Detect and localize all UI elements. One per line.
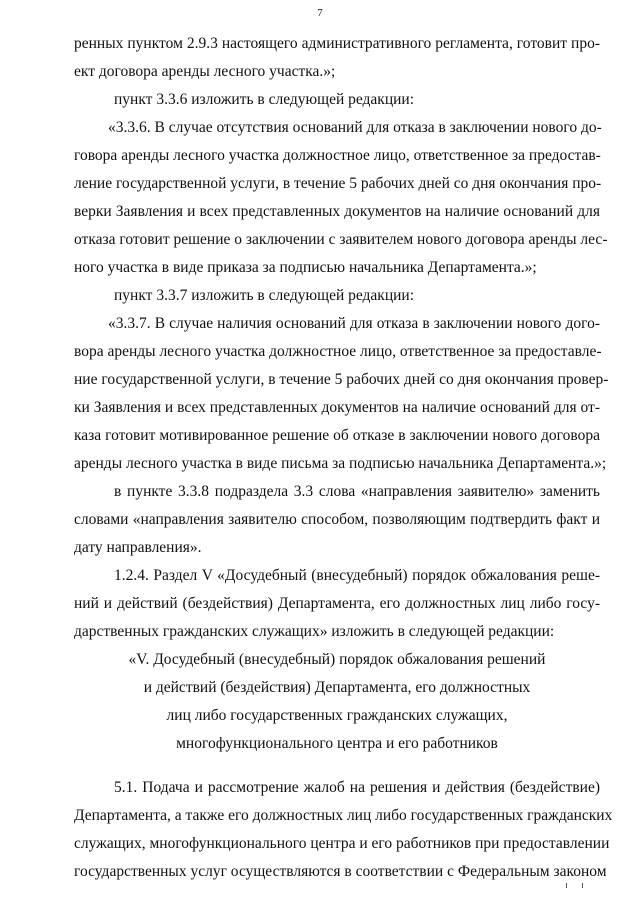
text-line: 5.1. Подача и рассмотрение жалоб на решения и действия (бездействие) xyxy=(114,779,600,796)
text-line: ренных пунктом 2.9.3 настоящего административного регламента, готовит про- xyxy=(74,35,600,52)
text-line: ление государственной услуги, в течение 5 рабочих дней со дня окончания про- xyxy=(74,175,602,192)
text-line: Департамента, а также его должностных лиц либо государственных гражданских xyxy=(74,807,613,824)
text-line: дарственных гражданских служащих» изложить в следующей редакции: xyxy=(74,623,555,640)
page-number: 7 xyxy=(317,7,323,19)
section-heading-line: лиц либо государственных гражданских служащих, xyxy=(166,707,508,724)
text-line: «3.3.6. В случае отсутствия оснований для отказа в заключении нового до- xyxy=(108,119,602,136)
text-line: ного участка в виде приказа за подписью начальника Департамента.»; xyxy=(74,259,537,276)
text-line: «3.3.7. В случае наличия оснований для отказа в заключении нового дого- xyxy=(108,315,600,332)
section-heading-line: и действий (бездействия) Департамента, его должностных xyxy=(143,679,531,696)
section-heading-line: «V. Досудебный (внесудебный) порядок обжалования решений xyxy=(128,651,546,668)
text-line: ние государственной услуги, в течение 5 рабочих дней со дня окончания провер- xyxy=(74,371,609,388)
text-line: служащих, многофункционального центра и его работников при предоставлении xyxy=(74,835,610,852)
text-line: государственных услуг осуществляются в соответствии с Федеральным законом xyxy=(74,863,607,880)
text-line: говора аренды лесного участка должностное лицо, ответственное за предостав- xyxy=(74,147,601,164)
text-line: ки Заявления и всех представленных документов на наличие оснований для от- xyxy=(74,399,600,416)
text-line: дату направления». xyxy=(74,539,202,556)
text-line: пункт 3.3.7 изложить в следующей редакции: xyxy=(114,287,415,304)
section-heading-line: многофункционального центра и его работников xyxy=(176,735,498,752)
text-line: отказа готовит решение о заключении с заявителем нового договора аренды лес- xyxy=(74,231,608,248)
text-line: в пункте 3.3.8 подраздела 3.3 слова «направления заявителю» заменить xyxy=(114,483,600,500)
text-line: 1.2.4. Раздел V «Досудебный (внесудебный) порядок обжалования реше- xyxy=(114,567,600,584)
text-line: ний и действий (бездействия) Департамента, его должностных лиц либо госу- xyxy=(74,595,600,612)
text-line: каза готовит мотивированное решение об отказе в заключении нового договора xyxy=(74,427,600,444)
text-line: верки Заявления и всех представленных документов на наличие оснований для xyxy=(74,203,600,220)
text-line: пункт 3.3.6 изложить в следующей редакции: xyxy=(114,91,415,108)
text-line: ект договора аренды лесного участка.»; xyxy=(74,63,336,80)
scan-marks xyxy=(562,883,592,893)
text-line: вора аренды лесного участка должностное лицо, ответственное за предоставле- xyxy=(74,343,602,360)
text-line: аренды лесного участка в виде письма за подписью начальника Департамента.»; xyxy=(74,455,607,472)
text-line: словами «направления заявителю способом, позволяющим подтвердить факт и xyxy=(74,511,600,528)
